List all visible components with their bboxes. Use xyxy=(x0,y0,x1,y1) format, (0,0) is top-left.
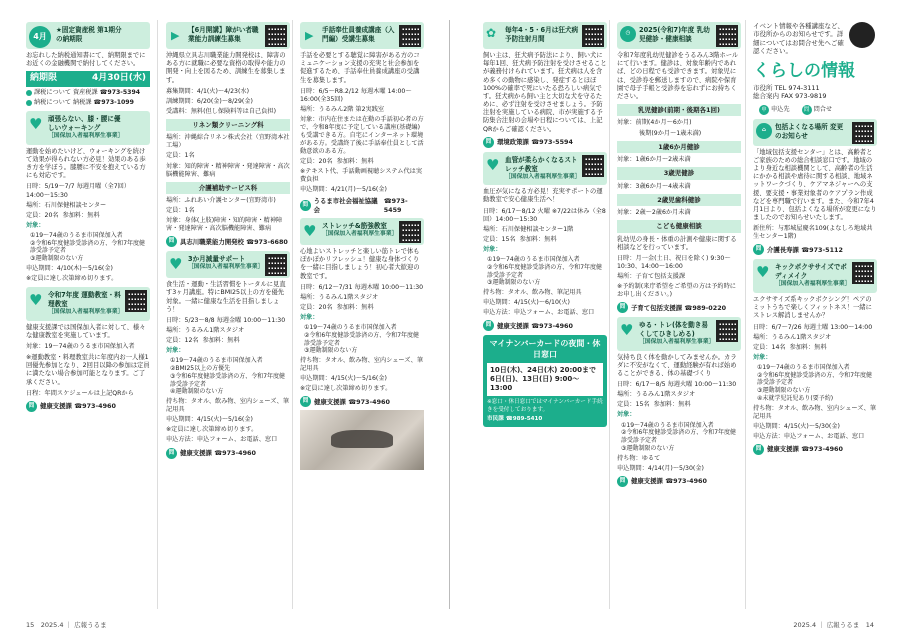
heart-icon: ♥ xyxy=(756,263,770,282)
linen-place: 場所：沖縄綜合リネン株式会社（宜野湾本社工場） xyxy=(166,134,290,150)
walking-target-2: ②令和6年度健診受診済の方、令和7年度健診受診予定者 xyxy=(30,239,146,255)
blood-title: 血管が柔らかくなるストレッチ教室 xyxy=(505,155,578,173)
tax-contact-1: 課税について 資産税課 xyxy=(34,89,98,97)
kurashi-header xyxy=(753,22,877,115)
month-badge: 4月 xyxy=(29,26,51,48)
exercise-tel: ☎973-4960 xyxy=(74,402,116,411)
exercise-schedule: 日程：年間スケジュールは上記QRから xyxy=(26,389,134,397)
blood-how: 申込方法：申込フォーム、お電話、窓口 xyxy=(483,309,595,317)
column-1 xyxy=(26,22,150,607)
weight-note: ※定員に達し次第締め切ります。 xyxy=(166,426,258,434)
care-target: 対象：身体(上肢)障害・知的障害・精神障害・発達障害・高次脳機能障害、難病 xyxy=(166,217,283,233)
city-hall-tel: 市役所 TEL 974-3111 xyxy=(753,83,820,92)
kick-body: エクササイズ系キックボクシング！ペアのミットうちで楽しくフィットネス！一緒にストレス解消しませんか？ xyxy=(753,295,872,320)
center-tel: ☎973-5112 xyxy=(801,245,843,254)
exercise-target: 対象：19〜74歳のうるま市国保加入者 xyxy=(26,343,135,350)
cat-mascot-icon xyxy=(849,22,875,48)
yuru-target-2: ②令和6年度健診受診済の方、令和7年度健診受診予定者 xyxy=(621,429,737,445)
child-consult-note: ※予約制(来庁希望をご希望の方は予約時にお申し出ください。) xyxy=(617,283,736,299)
dental-2y-label: 2歳児歯科健診 xyxy=(617,194,741,206)
heart-icon: ♥ xyxy=(29,115,43,134)
qr-code-icon[interactable] xyxy=(582,25,604,47)
inquiry-icon: 問 xyxy=(617,476,628,487)
job-training xyxy=(166,22,290,247)
yuru-fee: 参加料：無料 xyxy=(653,401,691,409)
exercise-title: 令和7年度 運動教室・料理教室 xyxy=(48,291,121,308)
inquiry-icon: 問 xyxy=(483,137,494,148)
inquiry-icon: 問 xyxy=(483,320,494,331)
walking-target-label: 対象： xyxy=(26,221,45,229)
mynumber-title: マイナンバーカードの夜間・休日窓口 xyxy=(489,339,601,359)
yuru-title: ゆる・トレ(体を動き易くしてひきしめる) xyxy=(639,321,708,339)
walking-fee: 参加料：無料 xyxy=(62,211,100,219)
due-date-banner xyxy=(26,71,150,87)
yuru-apply: 申込期間：4/14(月)〜5/30(金) xyxy=(617,464,704,472)
mynumber-date-2: 6日(日)、13日(日) 9:00〜13:00 xyxy=(490,375,580,393)
stretch-tel: ☎973-4960 xyxy=(348,397,390,406)
column-divider xyxy=(745,20,746,609)
stretch-title: ストレッチ&筋強教室 xyxy=(322,222,388,231)
rabies-tel: ☎973-5594 xyxy=(531,138,573,147)
rabies-notice xyxy=(483,22,607,148)
column-divider xyxy=(292,20,293,609)
blood-tel: ☎973-4960 xyxy=(531,321,573,330)
checkup-body: 令和7年度乳幼児健診をうるみん3階ホールにて行います。健診は、対象年齢内であれば、どの日程でも受診できます。対象児には、受診券を郵送しますので、病院や保育園で母子手帳と受診券を忘れずにお持ちください。 xyxy=(617,52,739,100)
house-icon: ⌂ xyxy=(756,123,772,139)
inquiry-icon: 問 xyxy=(753,244,764,255)
inquiry-icon: 問 xyxy=(166,448,177,459)
column-divider xyxy=(157,20,158,609)
job-recruit-period: 募集期間：4/1(火)〜4/23(水) xyxy=(166,87,250,95)
center-new-address: 新住所：与那城屋慶名109(よなしろ地域共生センター1階) xyxy=(753,225,873,241)
kick-target-3: ③運動制限のない方 xyxy=(757,387,811,395)
blood-target-3: ③運動制限のない方 xyxy=(487,279,541,287)
checkup-3y-label: 3歳児健診 xyxy=(617,167,741,179)
kick-bring: 持ち物：タオル、飲み物、室内シューズ、筆記用具 xyxy=(753,404,877,420)
inquiry-icon: 問 xyxy=(753,444,764,455)
blood-apply: 申込期間：4/15(火)〜6/10(火) xyxy=(483,299,570,307)
yuru-target-3: ③運動制限のない方 xyxy=(621,444,675,452)
inquiry-icon: 問 xyxy=(617,302,628,313)
linen-course-label: リネン類クリーニング科 xyxy=(166,119,290,131)
qr-code-icon[interactable] xyxy=(399,25,421,47)
qr-code-icon[interactable] xyxy=(582,155,604,177)
stretch-fee: 参加料：無料 xyxy=(336,303,374,311)
stretch-class xyxy=(300,218,424,470)
blood-place: 場所：石川保健相談センター1階 xyxy=(483,225,574,233)
stretch-target-3: ③運動制限のない方 xyxy=(304,347,358,355)
tax-contact-2: 納税について 納税課 xyxy=(34,99,92,107)
qr-code-icon[interactable] xyxy=(852,122,874,144)
due-date: 4月30日(水) xyxy=(91,73,146,84)
yuru-target-1: ①19〜74歳のうるま市国保加入者 xyxy=(621,421,714,429)
stretch-contact: 健康支援課 xyxy=(314,397,346,406)
center-title: 包括よくなる場所 変更のお知らせ xyxy=(775,122,844,140)
column-3 xyxy=(300,22,424,607)
stretch-apply: 申込期間：4/15(火)〜5/16(金) xyxy=(300,375,387,383)
stretch-target-2: ②令和6年度健診受診済の方、令和7年度健診受診予定者 xyxy=(304,331,420,347)
qr-code-icon[interactable] xyxy=(125,290,147,312)
exercise-note: ※運動教室・料理教室共に年度内お一人様1回優先参加となり、2回目以降の参加は定員に満たない場合参加可能となります。ご了承ください。 xyxy=(26,354,150,386)
mynumber-note: ※窓口・休日窓口ではマイナンバーカード手続きを受付しております。 xyxy=(487,399,603,413)
sign-apply: 申込期間：4/21(月)〜5/16(金) xyxy=(300,186,387,194)
walking-target-1: ①19〜74歳のうるま市国保加入者 xyxy=(30,231,123,239)
kick-capacity: 定員：14名 xyxy=(753,343,786,351)
kick-how: 申込方法：申込フォーム、お電話、窓口 xyxy=(753,432,865,440)
weight-apply: 申込期間：4/15(火)〜5/16(金) xyxy=(166,416,253,424)
kick-title: キックボクササイズでボディメイク xyxy=(775,263,847,281)
job-tel: ☎973-6680 xyxy=(246,237,288,246)
blood-capacity: 定員：15名 xyxy=(483,235,516,243)
weight-date: 日時：5/23〜8/8 毎週金曜 10:00〜11:30 xyxy=(166,317,286,324)
child-consult-place: 場所：子育て包括支援課 xyxy=(617,273,686,280)
checkup-contact: 子育て包括支援課 xyxy=(631,303,683,312)
qr-code-icon[interactable] xyxy=(716,320,738,342)
column-2 xyxy=(166,22,290,607)
weight-contact: 健康支援課 xyxy=(180,448,212,457)
inquiry-icon: 問 xyxy=(300,396,311,407)
blood-date: 日時：6/17〜8/12 火曜 ※7/22は休み（全8回）14:00〜15:30 xyxy=(483,207,606,223)
heart-icon: ♥ xyxy=(303,222,317,241)
tax-tel-1: ☎973-5394 xyxy=(99,89,141,97)
qr-code-icon[interactable] xyxy=(399,221,421,243)
blood-contact: 健康支援課 xyxy=(497,321,529,330)
yuru-bring: 持ち物：ゆるて xyxy=(617,454,661,462)
stretch-place: 場所：うるみん1階スタジオ xyxy=(300,293,379,301)
kick-subtitle: ［国保加入者福利厚生事業］ xyxy=(775,281,851,288)
infant-checkup xyxy=(617,22,741,313)
inquiry-icon: 問 xyxy=(300,200,311,211)
yuru-capacity: 定員：15名 xyxy=(617,401,650,409)
weight-body: 食生活・運動・生活習慣をトータルに見直す3ヶ月講座。特にBMI25以上の方を優先対象。一緒に健康な生活を目指しましょう！ xyxy=(166,281,286,313)
inquiry-icon: 問 xyxy=(166,236,177,247)
exercise-class xyxy=(26,287,150,412)
sign-date: 日時：6/5〜R8.2/12 毎週木曜 14:00〜16:00(全35回) xyxy=(300,87,412,103)
walking-body: 運動を始めたいけど、ウォーキングを続けて効果が得られない方必見！効果のある歩き方を学ぼう。膝腰に不安を抱えている方にも対応です。 xyxy=(26,147,146,180)
checkup-18m-label: 1歳6か月健診 xyxy=(617,141,741,153)
exercise-body: 健康支援課では国保加入者に対して、様々な健康教室を実施しています。 xyxy=(26,323,146,339)
tax-notice xyxy=(26,22,150,107)
stretch-subtitle: ［国保加入者福利厚生事業］ xyxy=(322,230,398,237)
sign-capacity: 定員：20名 xyxy=(300,158,333,166)
blood-subtitle: ［国保加入者福利厚生事業］ xyxy=(505,173,581,180)
sign-contact: うるま市社会福祉協議会 xyxy=(313,197,378,214)
weight-target-1: ①19〜74歳のうるま市国保加入者 xyxy=(170,357,263,365)
kick-target-1: ①19〜74歳のうるま市国保加入者 xyxy=(757,363,850,371)
yuru-contact: 健康支援課 xyxy=(631,477,663,486)
clock-icon: ◷ xyxy=(620,26,636,42)
checkup-title: 2025(令和7)年度 乳幼児健診・健康相談 xyxy=(639,26,710,43)
sign-note: ※テキスト代、手話動画視聴システム代は実費負担 xyxy=(300,168,423,184)
stretch-capacity: 定員：20名 xyxy=(300,303,333,311)
blood-vessel-class xyxy=(483,152,607,332)
child-consult-label: こども健康相談 xyxy=(617,220,741,232)
kick-target-4: ④未就学児託児あり(要予約) xyxy=(757,394,834,402)
tax-title: ★固定資産税 第1期分の納期限 xyxy=(56,26,122,43)
stretch-body: 心地よいストレッチと楽しい筋トレで体もぽかぽかリフレッシュ！健康な身体づくりを一緒に目指しましょう！初心者大歓迎の教室です。 xyxy=(300,248,420,280)
apply-icon: 申 xyxy=(759,105,769,115)
kick-target-2: ②令和6年度健診受診済の方、令和7年度健診受診予定者 xyxy=(757,371,873,387)
blood-target-label: 対象： xyxy=(483,245,502,253)
weight-place: 場所：うるみん1階スタジオ xyxy=(166,327,245,335)
center-contact: 介護長寿課 xyxy=(767,245,799,254)
walking-place: 場所：石川保健相談センター xyxy=(26,201,107,209)
yuru-date: 日時：6/17〜8/5 毎週火曜 10:00〜11:30 xyxy=(617,381,737,389)
yuru-subtitle: ［国保加入者福利厚生事業］ xyxy=(639,338,715,345)
kick-fee: 参加料：無料 xyxy=(789,343,827,351)
weight-target-2: ②BMI25以上の方優先 xyxy=(170,365,231,373)
rabies-title: 毎年4・5・6月は狂犬病予防注射月間 xyxy=(505,26,579,43)
blood-target-2: ②令和6年度健診受診済の方、令和7年度健診受診予定者 xyxy=(487,263,603,279)
job-fee: 受講料：無料(但し保険料等は自己負担) xyxy=(166,107,277,115)
weight-target-4: ④運動制限のない方 xyxy=(170,388,224,396)
heart-icon: ♥ xyxy=(29,291,43,310)
tax-tel-2: ☎973-1099 xyxy=(93,99,134,107)
kick-tel: ☎973-4960 xyxy=(801,445,843,454)
walking-title: 頑張らない、膝・腰に優しいウォーキング xyxy=(48,115,121,133)
yuru-body: 気持ち良く体を動かしてみませんか。カラダに不安がなくて、運動経験が有れば始めることができる、体の基礎づくり xyxy=(617,353,737,378)
checkup-tel: ☎989-0220 xyxy=(684,303,727,312)
yuru-target-label: 対象： xyxy=(617,411,636,419)
care-place: 場所：ふれあい介護センター(宜野湾市) xyxy=(166,197,276,205)
stretch-bring: 持ち物：タオル、飲み物、室内シューズ、筆記用具 xyxy=(300,357,424,373)
qr-code-icon[interactable] xyxy=(265,25,287,47)
yuru-place: 場所：うるみん1階スタジオ xyxy=(617,391,696,399)
sign-place: 場所：うるみん2階 第2実践室 xyxy=(300,105,385,113)
job-body: 沖縄県立具志川職業能力開発校は、障害のある方に就職に必要な資格の取得や能力の開発・向上を図るため、訓練生を募集します。 xyxy=(166,52,286,84)
walking-note: ※定員に達し次第締め切ります。 xyxy=(26,275,118,282)
linen-capacity: 定員：1名 xyxy=(166,152,195,160)
kick-contact: 健康支援課 xyxy=(767,445,799,454)
qr-code-icon[interactable] xyxy=(265,254,287,276)
sign-tel: ☎973-5459 xyxy=(383,197,408,214)
stretch-target-label: 対象： xyxy=(300,313,319,321)
infant-late: 後期(9か月〜1歳未満) xyxy=(639,129,702,137)
city-hall-fax: 総合案内 FAX 973-9819 xyxy=(753,92,827,101)
tax-lead: お忘れした納税通知書にて、納期限までに お近くの金融機関で納付してください。 xyxy=(26,52,146,68)
kick-date: 日時：6/7〜7/26 毎週土曜 13:00〜14:00 xyxy=(753,323,873,331)
blood-body: 血圧が気になる方必見！充実サポートの運動教室で安心健康生活へ！ xyxy=(483,188,603,204)
legend-inquiry: 問合せ xyxy=(813,105,833,113)
kick-apply: 申込期間：4/15(火)〜5/30(金) xyxy=(753,422,840,430)
exercise-contact: 健康支援課 xyxy=(40,402,72,411)
sign-language-course xyxy=(300,22,424,214)
triangle-icon: ▶ xyxy=(305,29,314,42)
column-4 xyxy=(483,22,607,607)
blood-fee: 参加料：無料 xyxy=(519,235,557,243)
stretch-note: ※定員に達し次第締め切ります。 xyxy=(300,385,392,393)
kurashi-intro: イベント情報や各種講座など、市役所からのお知らせです。詳細についてはお問合せ先へご確認ください。 xyxy=(753,22,844,56)
exercise-subtitle: ［国保加入者福利厚生事業］ xyxy=(48,308,124,315)
walking-subtitle: ［国保加入者福利厚生事業］ xyxy=(48,132,124,139)
weight-how: 申込方法：申込フォーム、お電話、窓口 xyxy=(166,436,278,444)
walking-date: 日時：5/19〜7/7 毎週月曜（全7回）14:00〜15:30 xyxy=(26,183,131,199)
infant-early: 対象：前期(4か月〜6か月) xyxy=(617,119,692,127)
mynumber-contact: 市民課 xyxy=(487,415,504,422)
rabies-body: 飼い主は、狂犬病予防法により、飼い犬に毎年1回、狂犬病予防注射を受けさせることが義務付けられています。狂犬病は人を含め多くの動物に感染し、発症するとほぼ100%の確率で死にいたる恐ろしい病気です。狂犬病から飼い主と大切な犬を守るために、必ず注射を受けさせましょう。予防注射を実施している病院、市が実施する予防集合注射の会場や日程については、上記QRからご確認ください。 xyxy=(483,52,607,133)
blood-bring: 持ち物：タオル、飲み物、筆記用具 xyxy=(483,289,582,297)
linen-target: 対象：知的障害・精神障害・発達障害・高次脳機能障害、難病 xyxy=(166,162,290,178)
weight-bring: 持ち物：タオル、飲み物、室内シューズ、筆記用具 xyxy=(166,398,290,414)
checkup-3y-target: 対象：3歳6か月〜4歳未満 xyxy=(617,182,691,190)
mynumber-tel: ☎989-5410 xyxy=(505,415,543,422)
stretch-date: 日時：6/12〜7/31 毎週木曜 10:00〜11:30 xyxy=(300,283,424,291)
care-capacity: 定員：1名 xyxy=(166,207,195,215)
mynumber-date-1: 10日(木)、24日(木) 20:00まで xyxy=(490,366,596,375)
inquiry-icon: 問 xyxy=(802,105,812,115)
sign-target: 対象：市内在住または在勤の手話初心者の方で、令和8年度に予定している講座(基礎編)も受講できる方。自宅にインターネット環境がある方。受講終了後に手話奉仕員として活動意欲のある方。 xyxy=(300,115,424,156)
folio-left: 15 2025.4 ｜ 広報うるま xyxy=(26,620,107,629)
infant-checkup-label: 乳児健診(前期・後期各1回) xyxy=(617,104,741,116)
bullet-icon xyxy=(26,100,32,106)
column-divider xyxy=(609,20,610,609)
kick-target-label: 対象： xyxy=(753,353,772,361)
walking-capacity: 定員：20名 xyxy=(26,211,59,219)
mynumber-window-box xyxy=(483,335,607,427)
qr-code-icon[interactable] xyxy=(716,25,738,47)
dental-2y-target: 対象：2歳〜2歳6か月未満 xyxy=(617,209,691,217)
job-contact: 具志川職業能力開発校 xyxy=(180,237,244,246)
job-training-period: 訓練期間：6/20(金)〜8/29(金) xyxy=(166,97,253,105)
checkup-18m-target: 対象：1歳6か月〜2歳未満 xyxy=(617,156,691,164)
yuru-training xyxy=(617,317,741,487)
due-label: 納期限 xyxy=(30,73,58,84)
rabies-contact: 環境政策課 xyxy=(497,138,529,147)
column-5 xyxy=(617,22,741,607)
support-center-notice xyxy=(753,119,877,256)
weight-target-3: ③令和6年度健診受診済の方、令和7年度健診受診予定者 xyxy=(170,372,286,388)
sign-body: 手話を必要とする聴覚に障害がある方のコミュニケーション支援の充実と社会参加を促進するため、手話奉仕員養成講座の受講生を募集します。 xyxy=(300,52,420,84)
sign-fee: 参加料：無料 xyxy=(336,158,374,166)
bullet-icon xyxy=(26,90,32,96)
stretching-photo xyxy=(300,410,424,470)
weight-loss-class xyxy=(166,251,290,458)
page-gutter xyxy=(449,20,450,609)
kurashi-logo: くらしの情報 xyxy=(753,60,855,81)
legend-apply: 申込先 xyxy=(771,105,790,113)
child-consult-body: 乳幼児の身長・体重の計測や健康に関する相談などを行っています。 xyxy=(617,235,737,251)
kickboxing-class xyxy=(753,259,877,455)
sign-title: 手話奉仕員養成講座（入門編）受講生募集 xyxy=(322,26,395,43)
weight-title: 3か月減量サポート xyxy=(188,255,246,264)
walking-class xyxy=(26,111,150,283)
paw-icon: ✿ xyxy=(486,26,497,40)
walking-target-3: ③運動制限のない方 xyxy=(30,255,84,263)
care-course-label: 介護補助サービス科 xyxy=(166,182,290,194)
folio-right: 2025.4 ｜ 広報うるま 14 xyxy=(793,620,874,629)
stretch-target-1: ①19〜74歳のうるま市国保加入者 xyxy=(304,324,397,332)
center-body: 「地域包括支援センター」とは、高齢者とご家族のための総合相談窓口です。地域のより身近な相談機関として、高齢者の生活にかかる相談や虐待に関する相談、地域ネットワークづくり、ケアマネジャーへの支援、要支援・事業対象者のケアプラン作成などを専門職で行います。また、今和7年4月1日より、包括よくなる場所が変更になりましたのでお知らせいたします。 xyxy=(753,148,877,222)
weight-capacity: 定員：12名 xyxy=(166,337,199,345)
weight-tel: ☎973-4960 xyxy=(214,448,256,457)
walking-apply: 申込期間：4/10(木)〜5/16(金) xyxy=(26,264,113,272)
blood-target-1: ①19〜74歳のうるま市国保加入者 xyxy=(487,255,580,263)
qr-code-icon[interactable] xyxy=(852,262,874,284)
heart-icon: ♥ xyxy=(620,321,634,340)
inquiry-icon: 問 xyxy=(26,401,37,412)
column-6 xyxy=(753,22,877,607)
triangle-icon: ▶ xyxy=(171,29,180,42)
heart-icon: ♥ xyxy=(486,155,500,174)
child-consult-date: 日時：月一金(土日、祝日を除く) 9:30〜10:30、14:00〜16:00 xyxy=(617,254,731,270)
heart-icon: ♥ xyxy=(169,255,183,274)
job-title: 【6月開講】障がい者職業能力訓練生募集 xyxy=(188,26,259,43)
kick-place: 場所：うるみん1階スタジオ xyxy=(753,333,832,341)
weight-fee: 参加料：無料 xyxy=(202,337,240,345)
weight-subtitle: ［国保加入者福利厚生事業］ xyxy=(188,264,264,271)
yuru-tel: ☎973-4960 xyxy=(665,477,707,486)
weight-target-label: 対象： xyxy=(166,347,185,355)
